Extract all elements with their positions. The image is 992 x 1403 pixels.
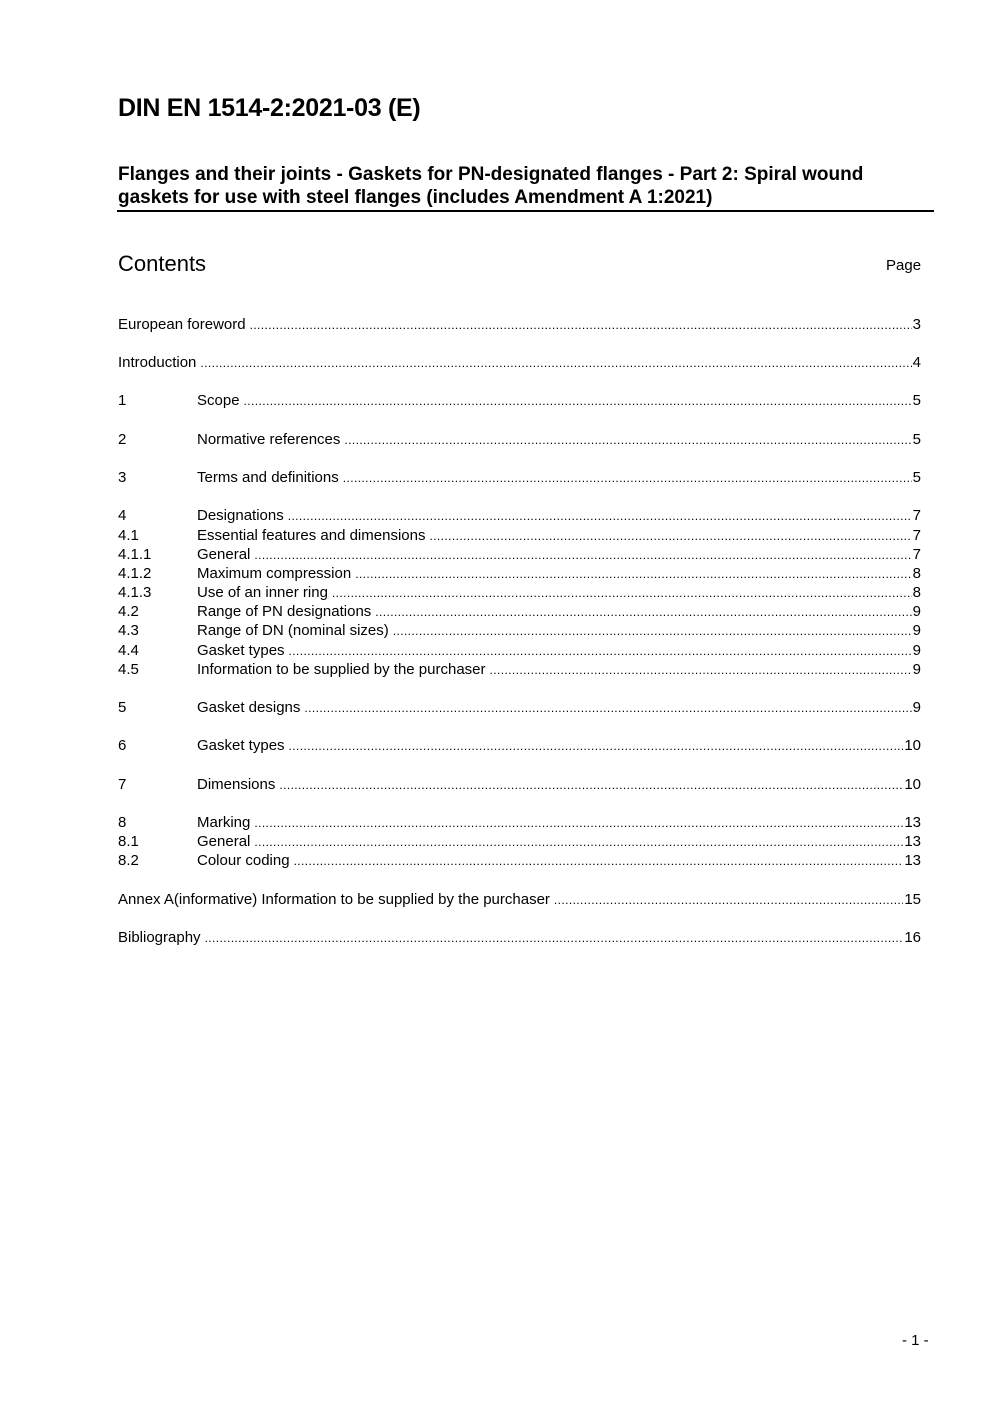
toc-entry-page: 5 — [912, 392, 921, 409]
toc-entry-4-1-3[interactable] — [118, 584, 921, 602]
toc-entry-title: Range of PN designations — [197, 603, 372, 620]
toc-entry-number: 4.3 — [118, 622, 139, 639]
toc-entry-page: 5 — [912, 469, 921, 486]
toc-entry-8-1[interactable] — [118, 833, 921, 851]
page-number: - 1 - — [902, 1332, 929, 1349]
toc-entry-title: Normative references — [197, 431, 341, 448]
toc-entry-title: Gasket types — [197, 737, 285, 754]
toc-leader-dots — [294, 852, 904, 870]
toc-leader-dots — [393, 622, 912, 640]
toc-entry-page: 5 — [912, 431, 921, 448]
toc-entry-page: 8 — [912, 565, 921, 582]
toc-entry-page: 13 — [904, 814, 921, 831]
toc-entry-page: 3 — [912, 316, 921, 333]
toc-entry-page: 7 — [912, 507, 921, 524]
toc-leader-dots — [289, 642, 912, 660]
toc-entry-7[interactable] — [118, 776, 921, 794]
toc-entry-page: 9 — [912, 642, 921, 659]
toc-leader-dots — [289, 737, 904, 755]
toc-leader-dots — [355, 565, 911, 583]
toc-entry-4-5[interactable] — [118, 661, 921, 679]
toc-entry-4-1-2[interactable] — [118, 565, 921, 583]
toc-entry-page: 13 — [904, 833, 921, 850]
toc-entry-title: Designations — [197, 507, 284, 524]
toc-entry-introduction[interactable] — [118, 354, 921, 372]
toc-entry-page: 15 — [904, 891, 921, 908]
toc-leader-dots — [288, 507, 912, 525]
toc-entry-4-3[interactable] — [118, 622, 921, 640]
toc-entry-title: Use of an inner ring — [197, 584, 328, 601]
toc-entry-8-2[interactable] — [118, 852, 921, 870]
toc-entry-title: Essential features and dimensions — [197, 527, 426, 544]
toc-entry-page: 13 — [904, 852, 921, 869]
toc-entry-european-foreword[interactable] — [118, 316, 921, 334]
toc-entry-number: 5 — [118, 699, 127, 716]
contents-heading: Contents — [118, 251, 207, 276]
toc-entry-number: 4.1 — [118, 527, 139, 544]
toc-entry-title: Colour coding — [197, 852, 290, 869]
toc-entry-page: 8 — [912, 584, 921, 601]
toc-entry-3[interactable] — [118, 469, 921, 487]
toc-leader-dots — [332, 584, 912, 602]
toc-entry-title: Gasket types — [197, 642, 285, 659]
toc-entry-page: 10 — [904, 776, 921, 793]
toc-leader-dots — [250, 316, 912, 334]
toc-entry-page: 7 — [912, 527, 921, 544]
toc-entry-page: 10 — [904, 737, 921, 754]
toc-entry-number: 4.1.2 — [118, 565, 152, 582]
toc-entry-4[interactable] — [118, 507, 921, 525]
toc-entry-page: 4 — [912, 354, 921, 371]
toc-entry-title: Annex A(informative) Information to be supplied by the purchaser — [118, 891, 550, 908]
toc-entry-8[interactable] — [118, 814, 921, 832]
toc-entry-title: European foreword — [118, 316, 246, 333]
toc-entry-page: 16 — [904, 929, 921, 946]
toc-entry-page: 7 — [912, 546, 921, 563]
toc-entry-title: General — [197, 833, 251, 850]
toc-leader-dots — [429, 527, 911, 545]
toc-entry-6[interactable] — [118, 737, 921, 755]
toc-entry-title: Information to be supplied by the purchaser — [197, 661, 486, 678]
toc-entry-title: Gasket designs — [197, 699, 301, 716]
toc-entry-number: 7 — [118, 776, 127, 793]
toc-entry-title: General — [197, 546, 251, 563]
toc-leader-dots — [304, 699, 911, 717]
toc-entry-page: 9 — [912, 622, 921, 639]
toc-entry-number: 4 — [118, 507, 127, 524]
toc-leader-dots — [205, 929, 904, 947]
toc-entry-number: 6 — [118, 737, 127, 754]
toc-entry-4-4[interactable] — [118, 642, 921, 660]
toc-entry-title: Bibliography — [118, 929, 201, 946]
toc-leader-dots — [344, 431, 911, 449]
toc-leader-dots — [254, 833, 903, 851]
toc-entry-title: Range of DN (nominal sizes) — [197, 622, 389, 639]
toc-entry-5[interactable] — [118, 699, 921, 717]
toc-entry-title: Dimensions — [197, 776, 276, 793]
toc-entry-number: 4.4 — [118, 642, 139, 659]
toc-entry-page: 9 — [912, 603, 921, 620]
toc-entry-number: 4.5 — [118, 661, 139, 678]
toc-entry-page: 9 — [912, 661, 921, 678]
toc-leader-dots — [254, 546, 911, 564]
toc-leader-dots — [254, 814, 903, 832]
document-title: Flanges and their joints - Gaskets for PN-designated flanges - Part 2: Spiral wound gaskets for use with steel flanges (includes Amendment A 1:2021) — [118, 164, 864, 208]
toc-entry-number: 4.1.3 — [118, 584, 152, 601]
toc-entry-title: Scope — [197, 392, 240, 409]
toc-entry-4-1-1[interactable] — [118, 546, 921, 564]
toc-entry-number: 8 — [118, 814, 127, 831]
toc-leader-dots — [554, 891, 903, 909]
document-id: DIN EN 1514-2:2021-03 (E) — [118, 94, 421, 122]
toc-leader-dots — [343, 469, 912, 487]
toc-entry-bibliography[interactable] — [118, 929, 921, 947]
toc-leader-dots — [279, 776, 903, 794]
toc-leader-dots — [200, 354, 911, 372]
title-underline-rule — [117, 210, 934, 212]
toc-entry-number: 4.2 — [118, 603, 139, 620]
toc-entry-title: Terms and definitions — [197, 469, 339, 486]
toc-entry-number: 2 — [118, 431, 127, 448]
toc-entry-title: Introduction — [118, 354, 197, 371]
page-column-heading: Page — [886, 257, 922, 274]
toc-leader-dots — [244, 392, 912, 410]
toc-entry-1[interactable] — [118, 392, 921, 410]
toc-entry-4-1[interactable] — [118, 527, 921, 545]
toc-entry-annex-a[interactable] — [118, 891, 921, 909]
toc-entry-4-2[interactable] — [118, 603, 921, 621]
toc-entry-number: 4.1.1 — [118, 546, 152, 563]
toc-leader-dots — [490, 661, 912, 679]
toc-entry-2[interactable] — [118, 431, 921, 449]
toc-entry-title: Marking — [197, 814, 251, 831]
toc-entry-number: 1 — [118, 392, 127, 409]
toc-entry-number: 8.1 — [118, 833, 139, 850]
toc-entry-title: Maximum compression — [197, 565, 352, 582]
toc-entry-page: 9 — [912, 699, 921, 716]
toc-leader-dots — [375, 603, 911, 621]
toc-entry-number: 8.2 — [118, 852, 139, 869]
toc-entry-number: 3 — [118, 469, 127, 486]
